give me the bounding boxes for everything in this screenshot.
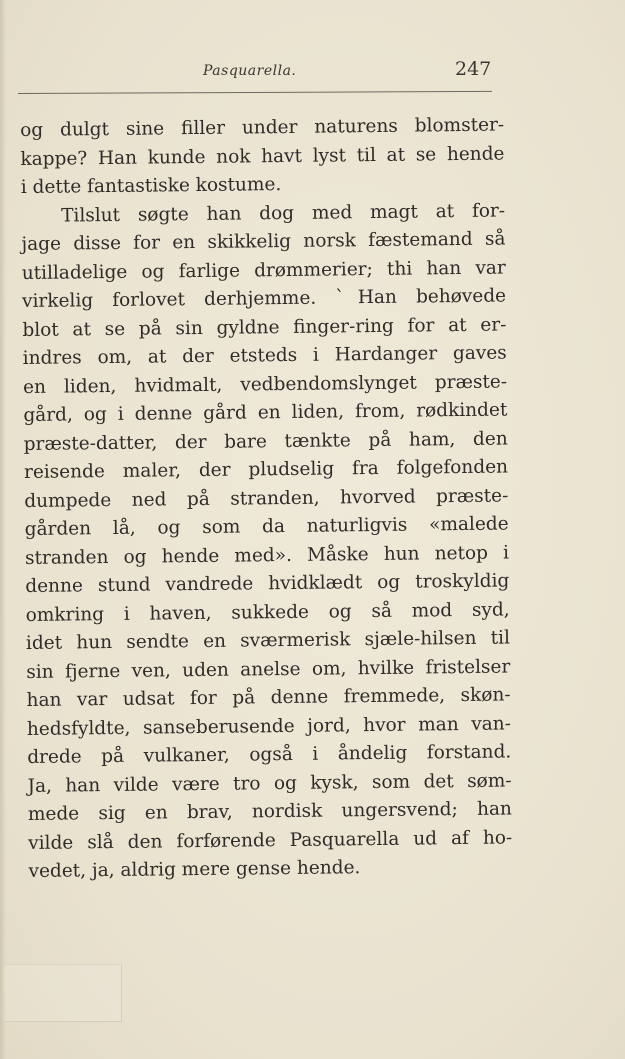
library-stamp-outline [4,964,122,1022]
text-line: præste-datter, der bare tænkte på ham, den [23,427,508,455]
text-line: gården lå, og som da naturligvis «malede [24,513,509,540]
text-line: denne stund vandrede hvidklædt og troskyldig [25,570,510,597]
running-title: Pasquarella. [203,63,297,79]
text-line: stranden og hende med». Måske hun netop i [24,541,510,569]
page-edge-shadow [0,0,6,1059]
text-line: reisende maler, der pludselig fra folgefonden [23,456,509,483]
text-line: indres om, at der etsteds i Hardanger gaves [22,342,507,369]
text-line: vilde slå den forførende Pasquarella ud af ho- [28,826,513,854]
text-line: i dette fantastiske kostume. [20,174,282,198]
header-rule [18,91,492,94]
text-line: Ja, han vilde være tro og kysk, som det søm- [27,769,512,797]
text-line: Tilslut søgte han dog med magt at for- [61,200,506,227]
text-line: idet hun sendte en sværmerisk sjæle-hilsen til [25,627,511,654]
text-line: virkelig forlovet derhjemme. ˋHan behøvede [21,285,507,312]
text-line: blot at se på sin gyldne finger-ring for at er- [22,313,507,341]
body-text [20,112,513,887]
text-line: dumpede ned på stranden, hvorved præste- [24,484,509,512]
text-line: utilladelige og farlige drømmerier; thi han var [21,256,506,284]
text-line: vedet, ja, aldrig mere gense hende. [28,857,361,882]
text-line: og dulgt sine filler under naturens blomster- [20,114,505,141]
text-line: kappe? Han kunde nok havt lyst til at se hende [20,143,505,170]
text-line: han var udsat for på denne fremmede, skøn- [26,684,511,711]
text-line: jage disse for en skikkelig norsk fæstemand så [21,228,506,255]
text-line: hedsfyldte, sanseberusende jord, hvor man van- [26,712,512,740]
page-number: 247 [455,58,492,80]
page-header [18,55,492,95]
text-line: drede på vulkaner, også i åndelig forstand. [27,741,512,768]
text-line: en liden, hvidmalt, vedbendomslynget præste- [22,370,508,398]
text-line: gård, og i denne gård en liden, from, rødkindet [23,399,508,426]
text-line: sin fjerne ven, uden anelse om, hvilke fristelser [26,655,511,683]
text-line: omkring i haven, sukkede og så mod syd, [25,598,510,626]
text-line: mede sig en brav, nordisk ungersvend; han [27,798,513,825]
